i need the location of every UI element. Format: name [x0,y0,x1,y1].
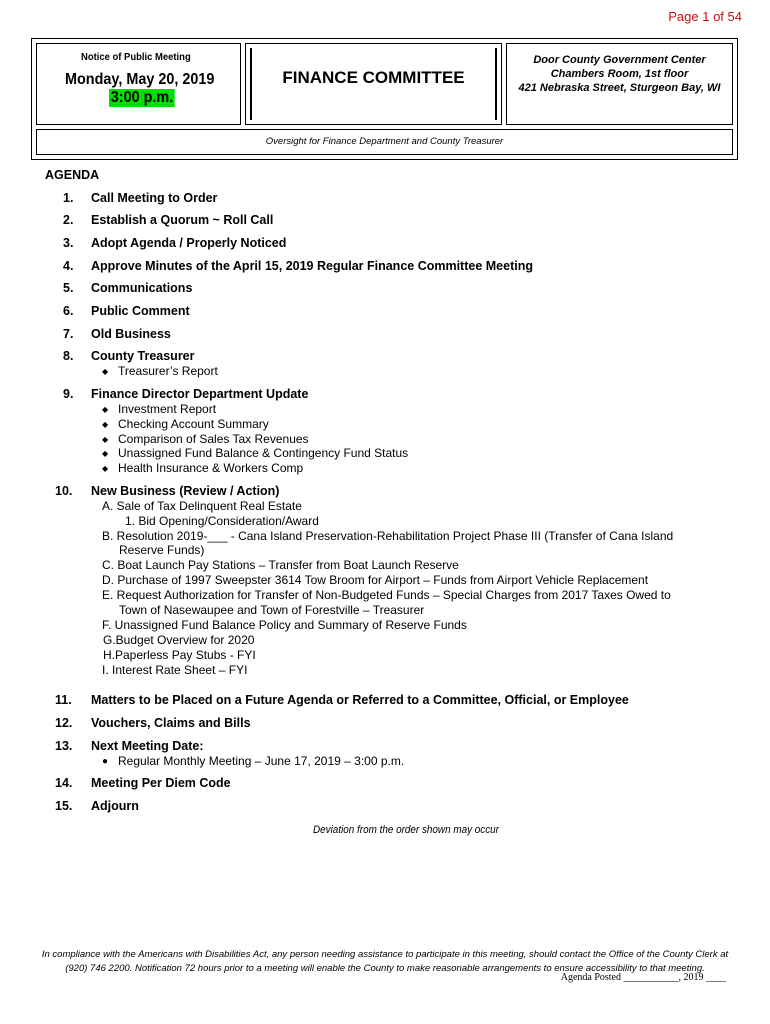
list-item: D. Purchase of 1997 Sweepster 3614 Tow Broom for Airport – Funds from Airport Vehicle Replacement [102,573,649,587]
item-text: Establish a Quorum ~ Roll Call [91,213,274,227]
item-text: Finance Director Department Update [91,387,309,401]
item-number: 2. [63,213,74,227]
location-building: Door County Government Center [533,54,706,66]
item-number: 11. [55,693,72,707]
list-item [102,402,216,416]
item-number: 1. [63,191,74,205]
agenda-item [63,191,218,205]
compliance-line-2: (920) 746 2200. Notification 72 hours prior to a meeting will enable the County to make reasonable arrangements to ensure accessibility to that meeting. [65,963,705,974]
item-text: Public Comment [91,304,190,318]
list-item: E. Request Authorization for Transfer of Non-Budgeted Funds – Special Charges from 2017 Taxes Owed to [102,588,671,602]
item-number: 8. [63,349,74,363]
list-item [102,417,269,431]
bullet-text: Treasurer’s Report [118,364,218,378]
item-number: 10. [55,484,73,498]
list-item: Town of Nasewaupee and Town of Forestville – Treasurer [119,603,425,617]
agenda-item [63,349,195,363]
item-number: 14. [55,776,73,790]
item-text: New Business (Review / Action) [91,484,280,498]
agenda-item [55,484,280,498]
agenda-item [63,213,274,227]
agenda-item [63,387,309,401]
item-text: Communications [91,281,193,295]
agenda-item [55,693,629,707]
item-number: 13. [55,739,73,753]
bullet-text: Investment Report [118,402,217,416]
list-item [102,754,404,768]
agenda-posted-line: Agenda Posted ___________, 2019 ____ [560,972,726,983]
item-text: Approve Minutes of the April 15, 2019 Regular Finance Committee Meeting [91,259,533,273]
item-text: Adopt Agenda / Properly Noticed [91,236,287,250]
item-text: Meeting Per Diem Code [91,776,231,790]
item-number: 5. [63,281,74,295]
item-number: 4. [63,259,74,273]
meeting-time: 3:00 p.m. [110,89,174,106]
location-room: Chambers Room, 1st floor [550,68,689,80]
list-item: H.Paperless Pay Stubs - FYI [103,648,256,662]
agenda-item [55,799,139,813]
item-number: 3. [63,236,74,250]
bullet-text: Comparison of Sales Tax Revenues [118,432,309,446]
item-text: Vouchers, Claims and Bills [91,716,251,730]
item-text: County Treasurer [91,349,195,363]
deviation-note: Deviation from the order shown may occur [313,824,499,836]
list-item: G.Budget Overview for 2020 [103,633,255,647]
agenda-item [63,259,533,273]
item-number: 12. [55,716,73,730]
list-item: B. Resolution 2019-___ - Cana Island Preservation-Rehabilitation Project Phase III (Transfer of Cana Island [102,529,674,543]
bullet-text: Checking Account Summary [118,417,269,431]
bullet-dot-icon: ● [102,756,109,767]
agenda-title: AGENDA [45,168,100,182]
list-item: Reserve Funds) [119,543,205,557]
list-item: A. Sale of Tax Delinquent Real Estate [102,499,302,513]
list-item: 1. Bid Opening/Consideration/Award [125,514,319,528]
oversight-box [36,129,733,155]
location-box [506,43,733,125]
list-item [102,364,218,378]
list-item [102,446,408,460]
diamond-bullet-icon: ◆ [102,464,109,473]
item-number: 7. [63,327,74,341]
item-text: Next Meeting Date: [91,739,204,753]
agenda-item [55,776,231,790]
diamond-bullet-icon: ◆ [102,367,109,376]
bullet-text: Unassigned Fund Balance & Contingency Fund Status [118,446,409,460]
bullet-text: Regular Monthly Meeting – June 17, 2019 – 3:00 p.m. [118,754,405,768]
meeting-datetime-box [36,43,241,125]
agenda-item [63,236,287,250]
item-text: Call Meeting to Order [91,191,218,205]
item-text: Matters to be Placed on a Future Agenda or Referred to a Committee, Official, or Employee [91,693,629,707]
bullet-text: Health Insurance & Workers Comp [118,461,304,475]
agenda-item [63,304,190,318]
list-item: C. Boat Launch Pay Stations – Transfer from Boat Launch Reserve [102,558,459,572]
item-number: 15. [55,799,73,813]
agenda-item [63,281,193,295]
agenda-item [55,716,251,730]
list-item: I. Interest Rate Sheet – FYI [102,663,248,677]
meeting-header [31,38,738,160]
page-number: Page 1 of 54 [668,9,742,24]
agenda-item [55,739,204,753]
item-text: Old Business [91,327,171,341]
diamond-bullet-icon: ◆ [102,435,109,444]
diamond-bullet-icon: ◆ [102,420,109,429]
compliance-line-1: In compliance with the Americans with Disabilities Act, any person needing assistance to participate in this meeting, should contact the Office of the County Clerk at [41,949,729,960]
item-text: Adjourn [91,799,139,813]
oversight-text: Oversight for Finance Department and County Treasurer [265,136,504,147]
list-item [102,432,309,446]
list-item [102,461,303,475]
committee-box [245,43,502,125]
item-number: 6. [63,304,74,318]
meeting-date: Monday, May 20, 2019 [65,71,215,88]
notice-label: Notice of Public Meeting [81,51,191,63]
diamond-bullet-icon: ◆ [102,449,109,458]
location-address: 421 Nebraska Street, Sturgeon Bay, WI [518,82,721,94]
diamond-bullet-icon: ◆ [102,405,109,414]
list-item: F. Unassigned Fund Balance Policy and Summary of Reserve Funds [102,618,467,632]
committee-title: FINANCE COMMITTEE [282,68,465,87]
item-number: 9. [63,387,74,401]
agenda-item [63,327,171,341]
